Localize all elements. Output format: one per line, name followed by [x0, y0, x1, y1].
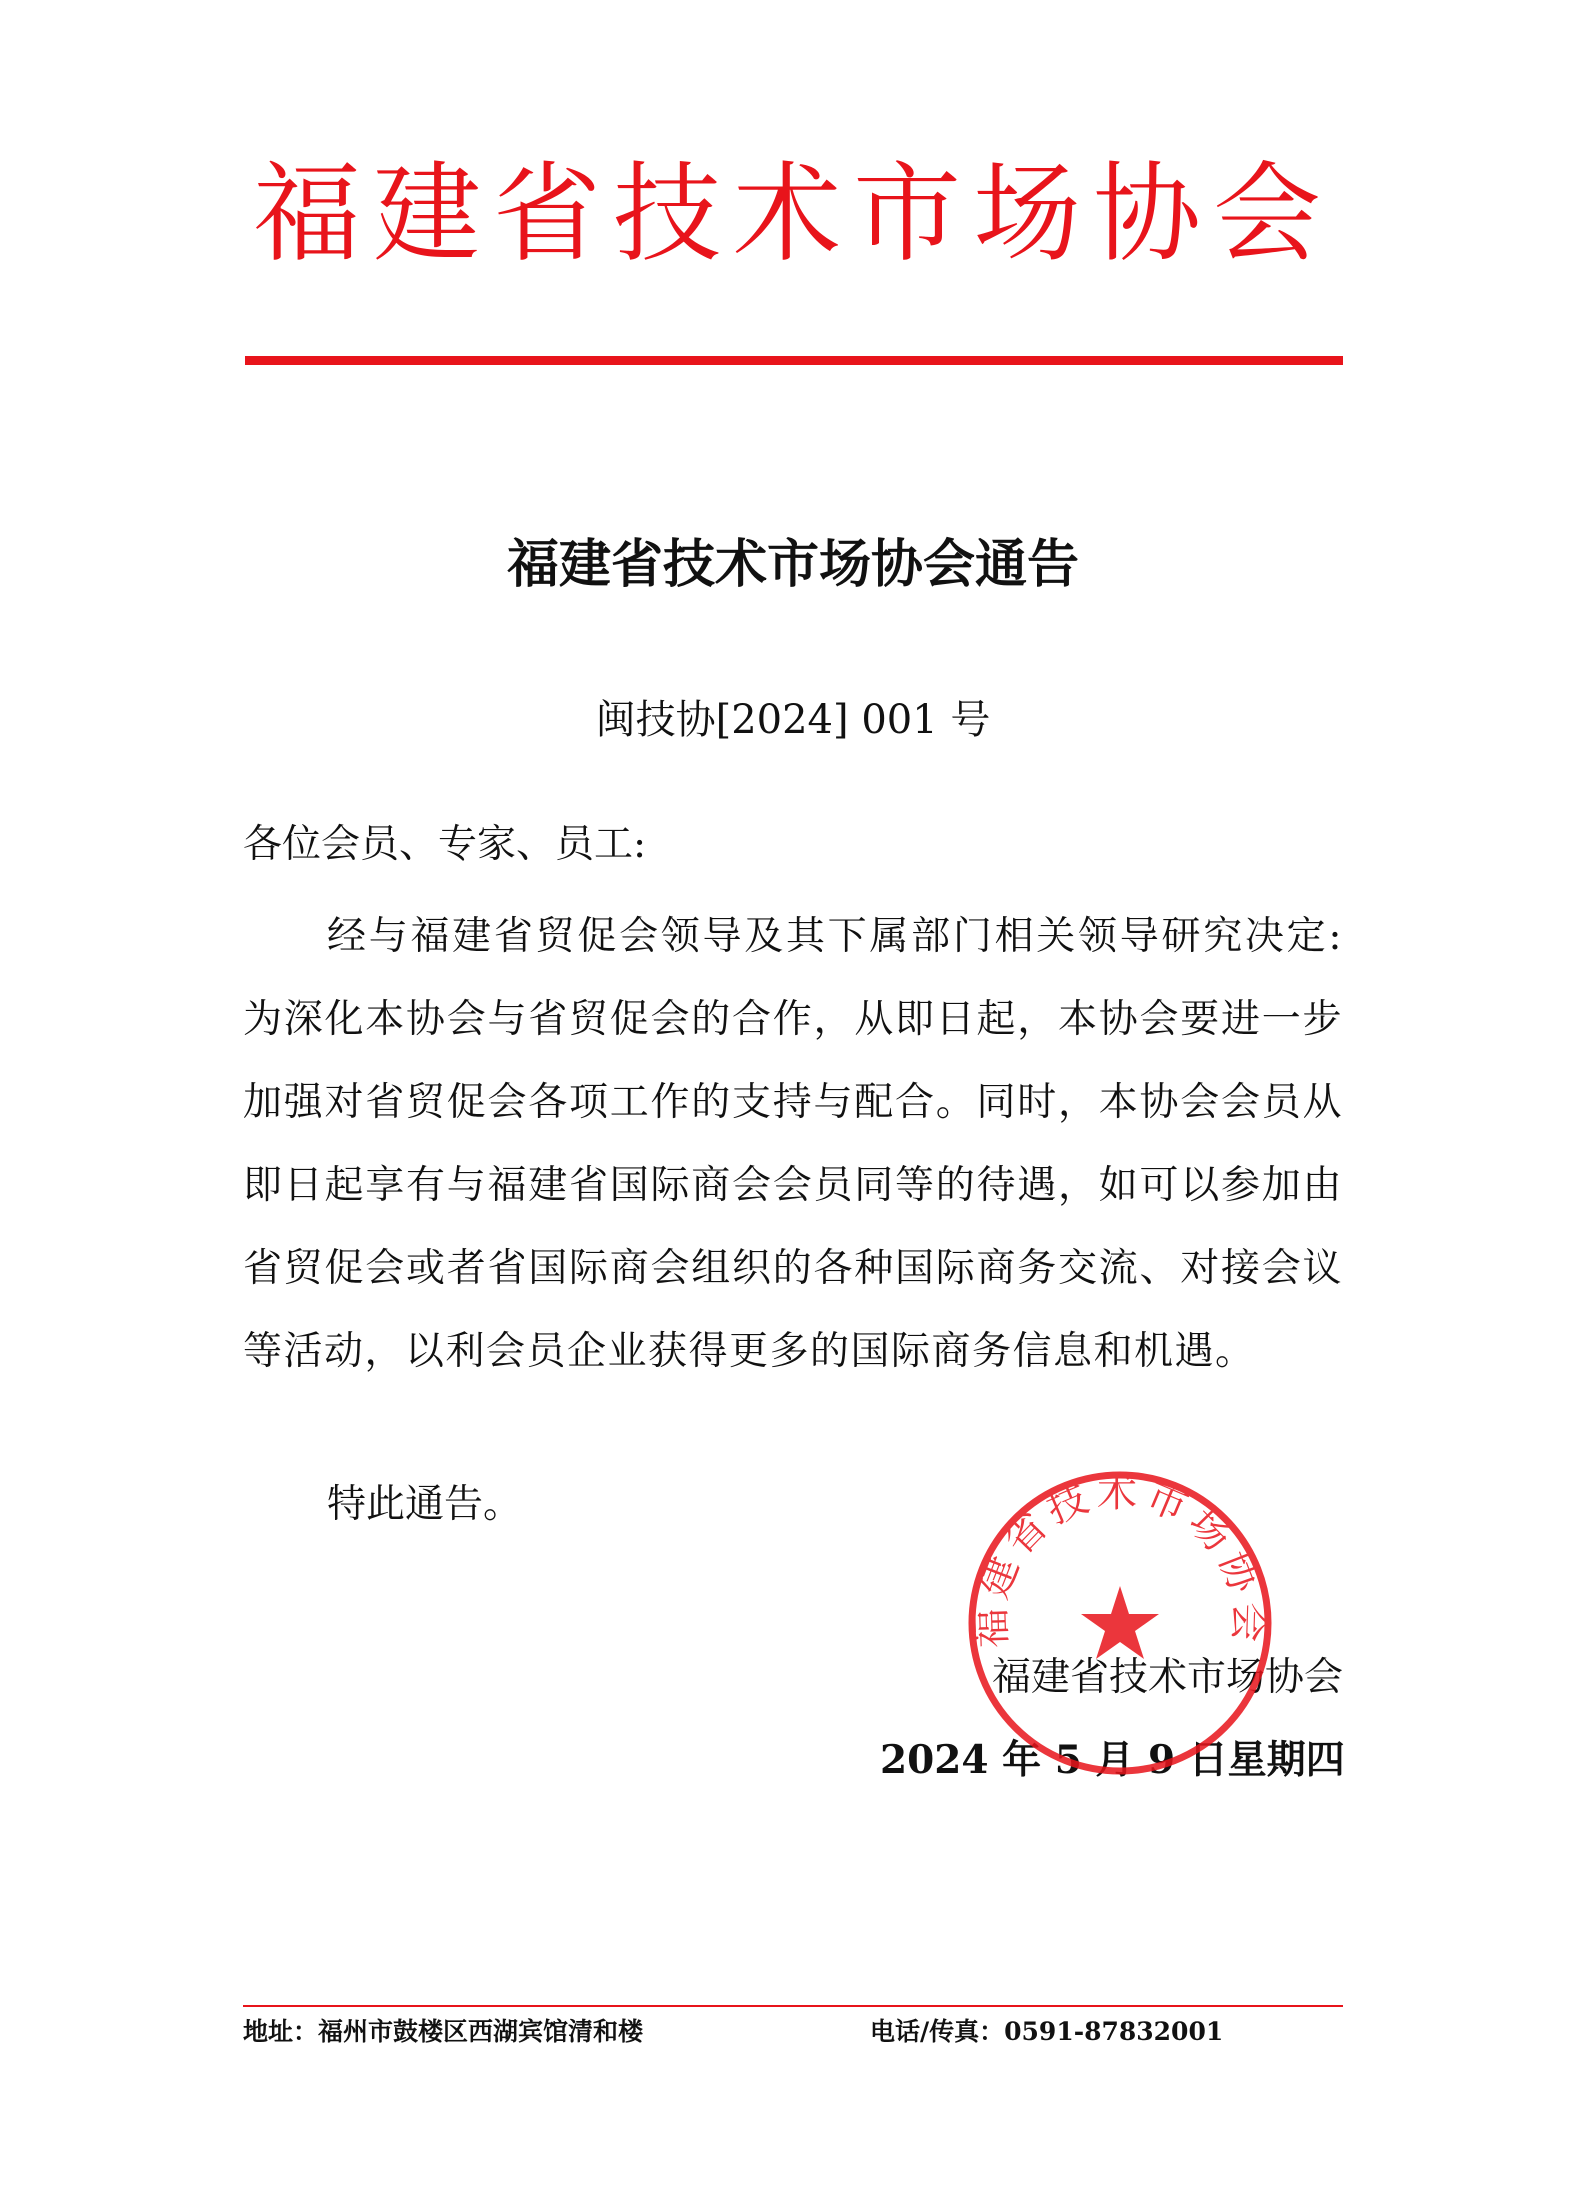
official-seal: [965, 1468, 1275, 1778]
signature-date: 2024 年 5 月 9 日星期四: [880, 1737, 1345, 1783]
document-number: 闽技协[2024] 001 号: [595, 697, 991, 743]
closing-remark: 特此通告。: [327, 1482, 523, 1527]
salutation: 各位会员、专家、员工:: [243, 822, 647, 867]
footer-phone: 电话/传真：0591-87832001: [870, 2017, 1224, 2046]
body-paragraph: 经与福建省贸促会领导及其下属部门相关领导研究决定: 为深化本协会与省贸促会的合作，从即日起，本协会要进一步加强对省贸促会各项工作的支持与配合。同时，本协会会员从即日起享有与福建省国际商会会员同等的待遇，如可以参加由省贸促会或者省国际商会组织的各种国际商务交流、对接会议等活动，以利会员企业获得更多的国际商务信息和机遇。: [243, 914, 1343, 1374]
footer-address: 地址：福州市鼓楼区西湖宾馆清和楼: [243, 2017, 644, 2046]
signature-organization: 福建省技术市场协会: [991, 1655, 1343, 1700]
seal-text: 福建省技术市场协会: [968, 1470, 1272, 1649]
letterhead-title: 福建省技术市场协会: [252, 152, 1333, 277]
footer-divider: [243, 2005, 1343, 2007]
letterhead-divider: [245, 356, 1343, 365]
seal-star-icon: [1081, 1586, 1159, 1659]
document-title: 福建省技术市场协会通告: [506, 534, 1079, 595]
